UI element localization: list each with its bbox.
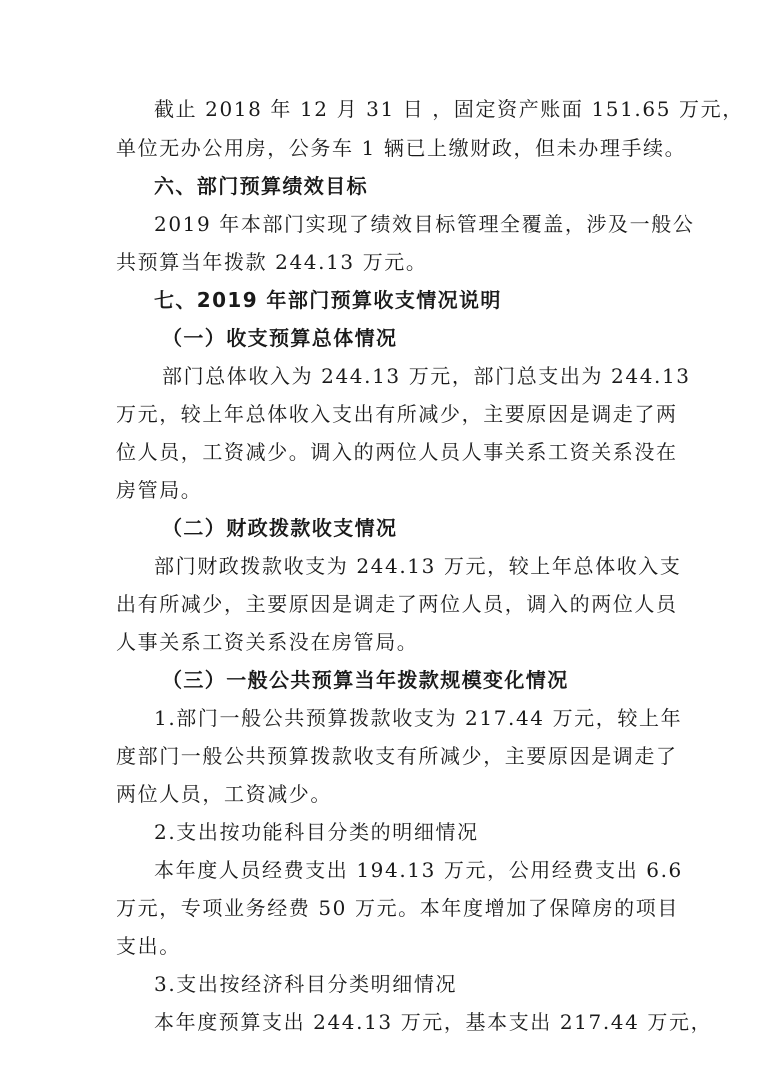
- subsection-heading: （二）财政拨款收支情况: [162, 516, 398, 540]
- paragraph-line: 单位无办公用房，公务车 1 辆已上缴财政，但未办理手续。: [116, 136, 687, 160]
- paragraph-line: 2019 年本部门实现了绩效目标管理全覆盖，涉及一般公: [154, 212, 695, 236]
- paragraph-line: 出有所减少，主要原因是调走了两位人员，调入的两位人员: [116, 592, 678, 616]
- paragraph-line: 本年度预算支出 244.13 万元，基本支出 217.44 万元，: [154, 1010, 713, 1034]
- subsection-heading: （一）收支预算总体情况: [162, 326, 398, 350]
- paragraph-line: 1.部门一般公共预算拨款收支为 217.44 万元，较上年: [154, 706, 683, 730]
- paragraph-line: 部门总体收入为 244.13 万元，部门总支出为 244.13: [162, 364, 691, 388]
- paragraph-line: 共预算当年拨款 244.13 万元。: [116, 250, 428, 274]
- paragraph-line: 本年度人员经费支出 194.13 万元，公用经费支出 6.6: [154, 858, 683, 882]
- numbered-heading: 3.支出按经济科目分类明细情况: [154, 972, 458, 996]
- paragraph-line: 两位人员，工资减少。: [116, 782, 332, 806]
- section-heading: 六、部门预算绩效目标: [154, 174, 368, 198]
- paragraph-line: 部门财政拨款收支为 244.13 万元，较上年总体收入支: [154, 554, 682, 578]
- paragraph-line: 位人员，工资减少。调入的两位人员人事关系工资关系没在: [116, 440, 678, 464]
- paragraph-line: 万元，专项业务经费 50 万元。本年度增加了保障房的项目: [116, 896, 679, 920]
- numbered-heading: 2.支出按功能科目分类的明细情况: [154, 820, 479, 844]
- section-heading: 七、2019 年部门预算收支情况说明: [154, 288, 502, 312]
- paragraph-line: 房管局。: [116, 478, 203, 502]
- paragraph-line: 万元，较上年总体收入支出有所减少，主要原因是调走了两: [116, 402, 678, 426]
- subsection-heading: （三）一般公共预算当年拨款规模变化情况: [162, 668, 569, 692]
- paragraph-line: 人事关系工资关系没在房管局。: [116, 630, 419, 654]
- paragraph-line: 支出。: [116, 934, 181, 958]
- paragraph-line: 度部门一般公共预算拨款收支有所减少，主要原因是调走了: [116, 744, 678, 768]
- paragraph-line: 截止 2018 年 12 月 31 日 ，固定资产账面 151.65 万元，: [154, 97, 744, 121]
